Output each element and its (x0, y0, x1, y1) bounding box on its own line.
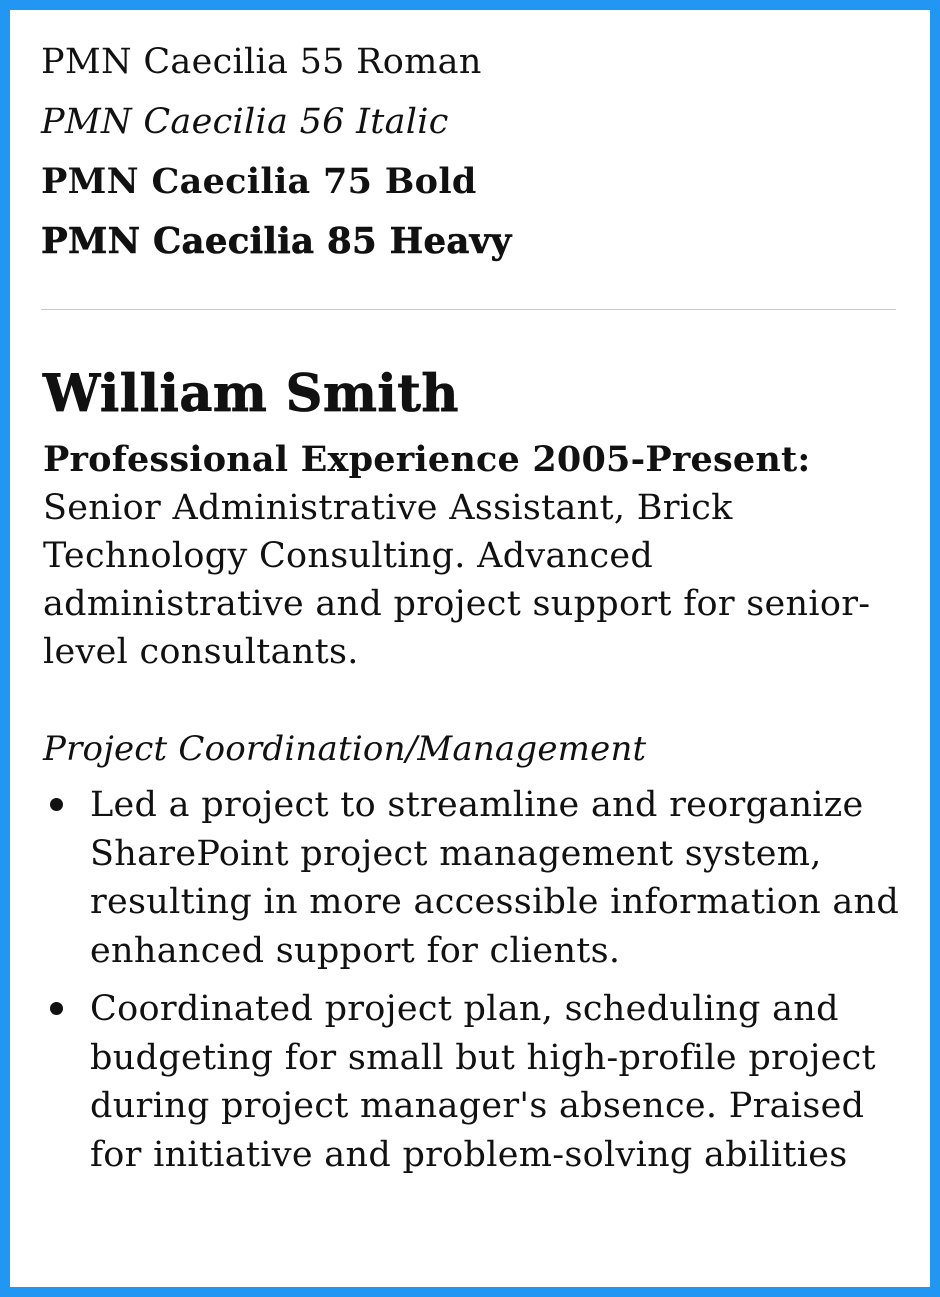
bullet-text: Coordinated project plan, scheduling and budgeting for small but high-profile project during project manager's absence. Praised for initiative and problem-solving abilities (90, 989, 876, 1175)
bullet-text: Led a project to streamline and reorganize SharePoint project management system, resulting in more accessible information and enhanced support for clients. (90, 785, 900, 971)
specimen-roman: PMN Caecilia 55 Roman (41, 42, 482, 82)
specimen-heavy: PMN Caecilia 85 Heavy (41, 221, 512, 262)
font-specimens (41, 32, 901, 272)
specimen-italic: PMN Caecilia 56 Italic (41, 102, 449, 142)
experience-heading: Professional Experience 2005-Present: (43, 439, 811, 480)
divider (41, 309, 896, 310)
person-name: William Smith (43, 364, 459, 424)
list-item (43, 781, 903, 975)
specimen-bold: PMN Caecilia 75 Bold (41, 161, 477, 202)
bullet-icon (50, 1002, 63, 1015)
list-item (43, 985, 903, 1179)
bullet-list (43, 781, 903, 1179)
bullet-icon (50, 798, 63, 811)
resume-sample (43, 356, 903, 1189)
experience-description: Senior Administrative Assistant, Brick Technology Consulting. Advanced administrative and project support for senior-level consultants. (43, 488, 871, 672)
section-title: Project Coordination/Management (43, 729, 647, 769)
